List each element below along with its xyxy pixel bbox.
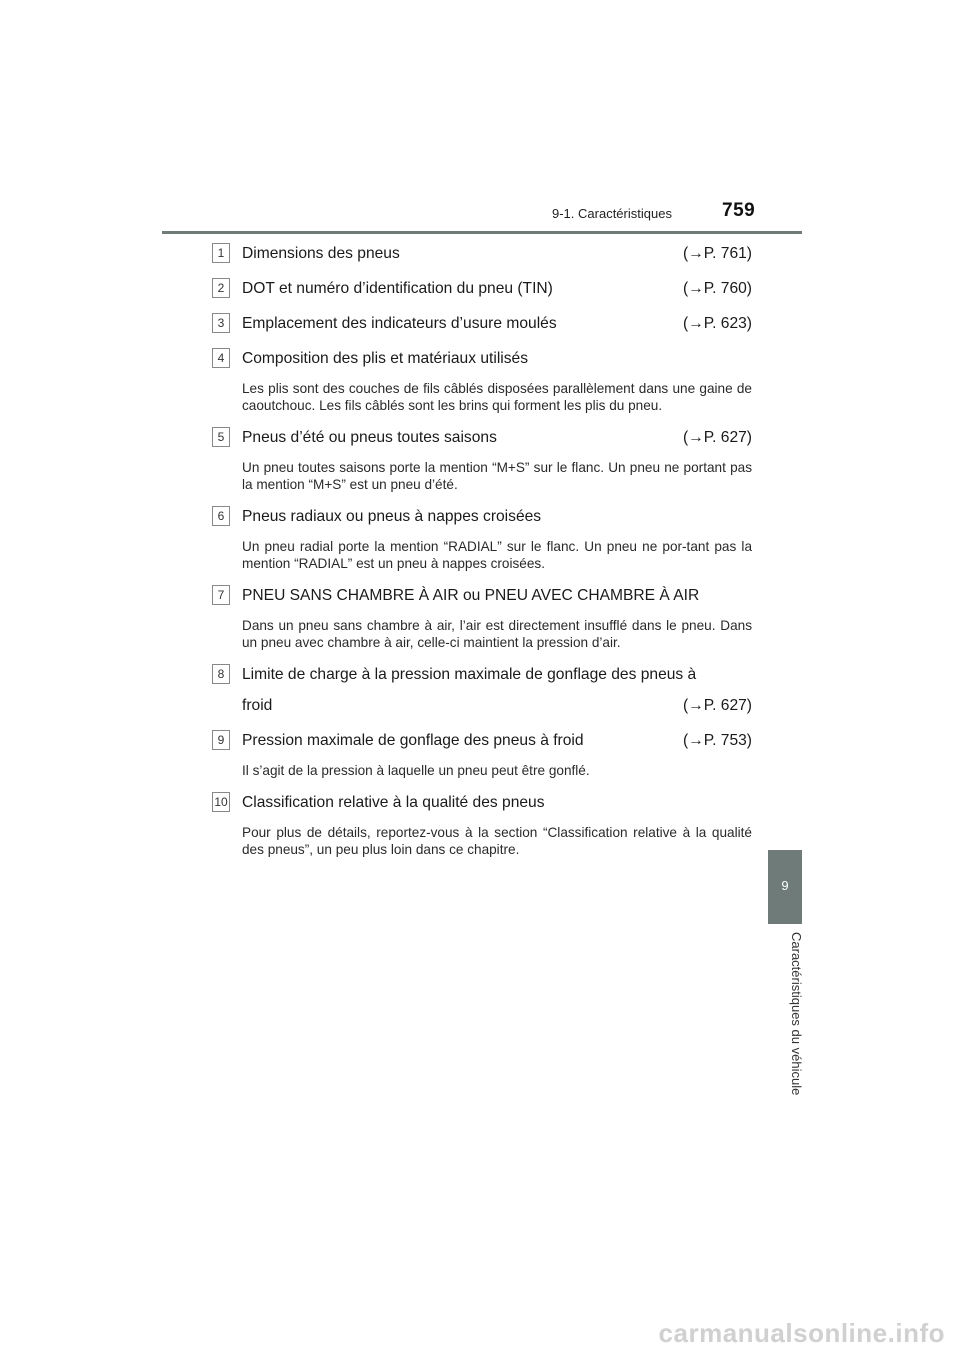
page-reference: (→P. 627)	[682, 429, 752, 446]
list-item	[212, 420, 752, 499]
section-title: 9-1. Caractéristiques	[552, 206, 672, 221]
page-reference: (→P. 753)	[682, 732, 752, 749]
item-number-badge: 8	[212, 664, 230, 684]
page-reference: (→P. 760)	[682, 280, 752, 297]
item-title: Pneus d’été ou pneus toutes saisons	[242, 429, 497, 446]
item-title: Dimensions des pneus	[242, 245, 400, 262]
item-number-badge: 3	[212, 313, 230, 333]
item-title: PNEU SANS CHAMBRE À AIR ou PNEU AVEC CHAMBRE À AIR	[242, 587, 700, 604]
item-description: Pour plus de détails, reportez-vous à la section “Classification relative à la qualité des pneus”, un peu plus loin dans ce chapitre.	[242, 825, 752, 857]
list-item	[212, 785, 752, 864]
item-title: Classification relative à la qualité des pneus	[242, 794, 545, 811]
item-description: Dans un pneu sans chambre à air, l’air est directement insufflé dans le pneu. Dans un pneu avec chambre à air, celle-ci maintient la pression d’air.	[242, 618, 752, 650]
header-divider	[162, 231, 802, 234]
item-number-badge: 10	[212, 792, 230, 812]
list-item	[212, 306, 752, 341]
item-title: Limite de charge à la pression maximale de gonflage des pneus à	[242, 666, 697, 683]
page-reference: (→P. 627)	[682, 697, 752, 714]
item-description: Les plis sont des couches de fils câblés disposées parallèlement dans une gaine de caoutchouc. Les fils câblés sont les brins qui forment les plis du pneu.	[242, 381, 752, 413]
chapter-number: 9	[781, 878, 789, 893]
list-item	[212, 723, 752, 785]
chapter-title: Caractéristiques du véhicule	[789, 932, 804, 1096]
item-number-badge: 7	[212, 585, 230, 605]
page-reference: (→P. 761)	[682, 245, 752, 262]
list-item	[212, 578, 752, 657]
item-number-badge: 5	[212, 427, 230, 447]
page-reference: (→P. 623)	[682, 315, 752, 332]
list-item	[212, 499, 752, 578]
item-title: DOT et numéro d’identification du pneu (TIN)	[242, 280, 553, 297]
item-description: Il s’agit de la pression à laquelle un pneu peut être gonflé.	[242, 763, 590, 778]
item-number-badge: 1	[212, 243, 230, 263]
item-number-badge: 9	[212, 730, 230, 750]
item-description: Un pneu toutes saisons porte la mention “M+S” sur le flanc. Un pneu ne portant pas la mention “M+S” est un pneu d’été.	[242, 460, 752, 492]
item-title: Composition des plis et matériaux utilisés	[242, 350, 529, 367]
watermark: carmanualsonline.info	[658, 1318, 945, 1348]
item-title: Emplacement des indicateurs d’usure moulés	[242, 315, 557, 332]
item-title: Pneus radiaux ou pneus à nappes croisées	[242, 508, 542, 525]
list-item	[212, 657, 752, 723]
item-title-continued: froid	[242, 697, 273, 714]
item-number-badge: 2	[212, 278, 230, 298]
chapter-tab	[768, 850, 802, 924]
tire-label-list	[212, 236, 752, 864]
list-item	[212, 236, 752, 271]
item-number-badge: 6	[212, 506, 230, 526]
list-item	[212, 341, 752, 420]
list-item	[212, 271, 752, 306]
item-title: Pression maximale de gonflage des pneus à froid	[242, 732, 584, 749]
item-description: Un pneu radial porte la mention “RADIAL” sur le flanc. Un pneu ne por-tant pas la mention “RADIAL” est un pneu à nappes croisées.	[242, 539, 752, 571]
page-number: 759	[722, 200, 756, 221]
item-number-badge: 4	[212, 348, 230, 368]
